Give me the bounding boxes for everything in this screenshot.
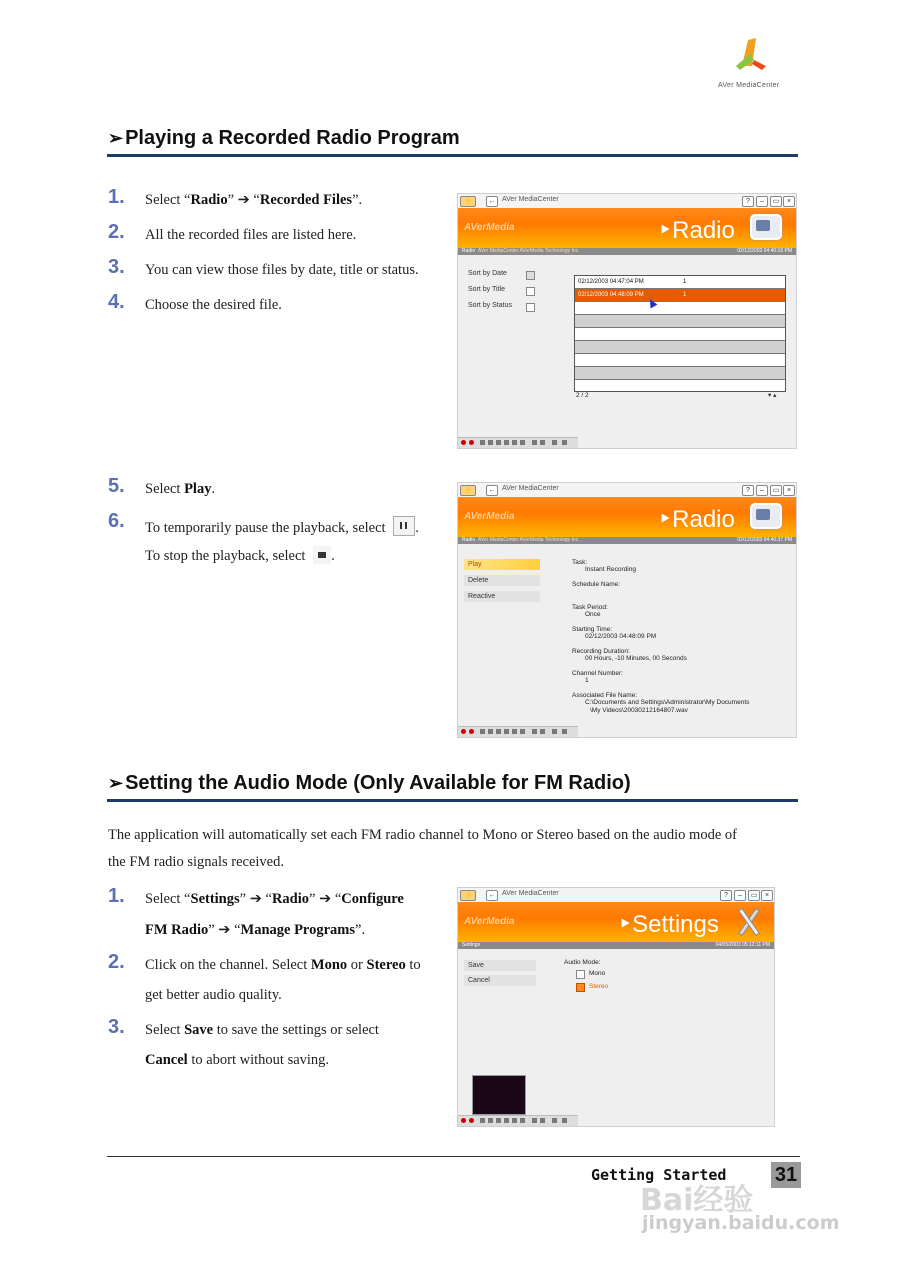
section-divider — [107, 799, 798, 802]
sort-title-checkbox[interactable] — [526, 287, 535, 296]
app-banner — [458, 497, 796, 537]
restore-icon: ▭ — [770, 196, 782, 207]
channel-label: Channel Number: — [572, 670, 623, 677]
player-toolbar[interactable] — [458, 726, 578, 737]
task-label: Task: — [572, 559, 588, 566]
step-number: 6. — [108, 510, 125, 532]
list-item[interactable]: 02/12/2003 04:47:04 PM 1 — [575, 276, 785, 289]
list-item[interactable] — [575, 354, 785, 367]
help-icon: ? — [742, 196, 754, 207]
channel-value: 1 — [585, 677, 589, 684]
task-value: Instant Recording — [585, 566, 636, 573]
list-item[interactable] — [575, 302, 785, 315]
arrow-icon: ➢ — [108, 773, 124, 793]
stereo-checkbox[interactable] — [576, 983, 585, 992]
footer-divider — [107, 1156, 800, 1157]
pager-arrows[interactable]: ▾ ▴ — [768, 392, 777, 399]
duration-label: Recording Duration: — [572, 648, 630, 655]
intro-paragraph: The application will automatically set each FM radio channel to Mono or Stereo based on the audio mode of — [108, 827, 737, 843]
step-text: Select “Settings” ➔ “Radio” ➔ “Configure — [145, 891, 404, 907]
minimize-icon: – — [756, 196, 768, 207]
app-icon: ⚡ — [460, 196, 476, 207]
task-period-value: Once — [585, 611, 601, 618]
duration-value: 00 Hours, -10 Minutes, 00 Seconds — [585, 655, 687, 662]
cancel-menu-item[interactable]: Cancel — [464, 975, 536, 986]
step-number: 3. — [108, 1016, 125, 1038]
step-number: 5. — [108, 475, 125, 497]
app-icon: ⚡ — [460, 485, 476, 496]
reactive-menu-item[interactable]: Reactive — [464, 591, 540, 602]
minimize-icon: – — [734, 890, 746, 901]
close-icon: × — [783, 485, 795, 496]
sort-by-title[interactable]: Sort by Title — [468, 286, 505, 293]
section-title: ➢ Playing a Recorded Radio Program — [108, 127, 460, 149]
watermark: Bai经验 — [640, 1183, 754, 1218]
file-name-value-line2: \My Videos\20030212164807.wav — [590, 707, 688, 714]
step-text: Select “Radio” ➔ “Recorded Files”. — [145, 192, 363, 208]
step-text-line2: get better audio quality. — [145, 987, 282, 1003]
list-item[interactable] — [575, 341, 785, 354]
step-text-line2: FM Radio” ➔ “Manage Programs”. — [145, 922, 366, 938]
step-text: Select Play. — [145, 481, 216, 497]
play-menu-item[interactable]: Play — [464, 559, 540, 570]
window-title: AVer MediaCenter — [502, 890, 559, 897]
app-banner — [458, 902, 774, 942]
banner-title: ‣Radio — [658, 506, 735, 533]
window-title: AVer MediaCenter — [502, 485, 559, 492]
back-icon: ← — [486, 485, 498, 496]
back-icon: ← — [486, 196, 498, 207]
logo-text: AVer MediaCenter — [718, 82, 780, 89]
task-period-label: Task Period: — [572, 604, 608, 611]
step-number: 2. — [108, 951, 125, 973]
help-icon: ? — [742, 485, 754, 496]
sort-date-checkbox[interactable] — [526, 271, 535, 280]
back-icon: ← — [486, 890, 498, 901]
mono-checkbox[interactable] — [576, 970, 585, 979]
status-bar: Radio AVer MediaCenter AVerMedia Technology Inc. 02/12/2003 04:40:37 PM — [458, 537, 796, 544]
sort-status-checkbox[interactable] — [526, 303, 535, 312]
step-text: To temporarily pause the playback, select . — [145, 516, 419, 537]
radio-icon — [750, 214, 782, 240]
step-number: 2. — [108, 221, 125, 243]
step-number: 3. — [108, 256, 125, 278]
schedule-name-label: Schedule Name: — [572, 581, 621, 588]
window-titlebar — [458, 888, 774, 902]
stereo-option[interactable]: Stereo — [589, 983, 609, 990]
help-icon: ? — [720, 890, 732, 901]
watermark-url: jingyan.baidu.com — [642, 1212, 840, 1234]
step-number: 1. — [108, 885, 125, 907]
restore-icon: ▭ — [748, 890, 760, 901]
radio-icon — [750, 503, 782, 529]
sort-by-date[interactable]: Sort by Date — [468, 270, 507, 277]
window-title: AVer MediaCenter — [502, 196, 559, 203]
step-text: Select Save to save the settings or select — [145, 1022, 379, 1038]
pause-icon — [393, 516, 415, 536]
list-item[interactable] — [575, 328, 785, 341]
window-titlebar — [458, 483, 796, 497]
delete-menu-item[interactable]: Delete — [464, 575, 540, 586]
status-bar: Settings 04/05/2003 05:12:11 PM — [458, 942, 774, 949]
audio-mode-label: Audio Mode: — [564, 959, 601, 966]
status-bar: Radio AVer MediaCenter AVerMedia Technology Inc. 02/12/2003 04:40:16 PM — [458, 248, 796, 255]
step-text: All the recorded files are listed here. — [145, 227, 357, 243]
video-preview — [472, 1075, 526, 1115]
step-text: Click on the channel. Select Mono or Stereo to — [145, 957, 421, 973]
logo-icon — [726, 36, 776, 80]
app-banner — [458, 208, 796, 248]
step-text: Choose the desired file. — [145, 297, 282, 313]
step-text-line2: Cancel to abort without saving. — [145, 1052, 330, 1068]
window-titlebar — [458, 194, 796, 208]
list-item[interactable] — [575, 315, 785, 328]
banner-title: ‣Radio — [658, 217, 735, 244]
starting-time-value: 02/12/2003 04:48:09 PM — [585, 633, 657, 640]
stop-icon — [313, 546, 331, 564]
app-icon: ⚡ — [460, 890, 476, 901]
player-toolbar[interactable] — [458, 1115, 578, 1126]
player-toolbar[interactable] — [458, 437, 578, 448]
arrow-icon: ➢ — [108, 128, 124, 148]
page-number: 31 — [771, 1162, 801, 1188]
section-title: ➢ Setting the Audio Mode (Only Available for FM Radio) — [108, 772, 631, 794]
section-divider — [107, 154, 798, 157]
close-icon: × — [783, 196, 795, 207]
banner-logo: AVerMedia — [464, 511, 515, 522]
banner-logo: AVerMedia — [464, 916, 515, 927]
starting-time-label: Starting Time: — [572, 626, 613, 633]
footer-section-name: Getting Started — [591, 1166, 727, 1184]
radio-files-screenshot — [457, 193, 797, 449]
banner-title: ‣Settings — [618, 911, 719, 938]
mono-option[interactable]: Mono — [589, 970, 606, 977]
minimize-icon: – — [756, 485, 768, 496]
file-name-label: Associated File Name: — [572, 692, 638, 699]
step-number: 1. — [108, 186, 125, 208]
tools-icon — [734, 905, 764, 939]
brand-logo — [718, 36, 788, 92]
restore-icon: ▭ — [770, 485, 782, 496]
list-item[interactable]: 02/12/2003 04:48:09 PM 1 — [575, 289, 785, 302]
sort-by-status[interactable]: Sort by Status — [468, 302, 512, 309]
step-number: 4. — [108, 291, 125, 313]
recorded-files-list — [574, 275, 786, 392]
step-text: To stop the playback, select . — [145, 548, 335, 564]
banner-logo: AVerMedia — [464, 222, 515, 233]
save-menu-item[interactable]: Save — [464, 960, 536, 971]
pager: 2 / 2 — [576, 392, 589, 399]
radio-play-screenshot — [457, 482, 797, 738]
list-item[interactable] — [575, 380, 785, 392]
settings-screenshot — [457, 887, 775, 1127]
close-icon: × — [761, 890, 773, 901]
list-item[interactable] — [575, 367, 785, 380]
step-text: You can view those files by date, title or status. — [145, 262, 419, 278]
file-name-value: C:\Documents and Settings\Administrator\My Documents — [585, 699, 750, 706]
intro-paragraph-line2: the FM radio signals received. — [108, 854, 284, 870]
